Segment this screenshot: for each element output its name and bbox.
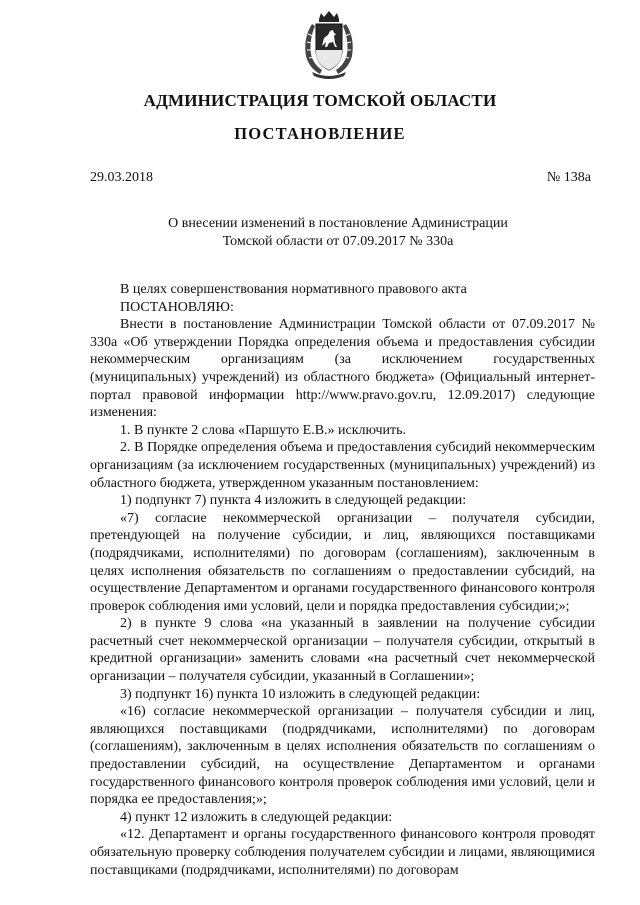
document-subject <box>0 215 640 251</box>
paragraph: 1) подпункт 7) пункта 4 изложить в следующей редакции: <box>120 493 467 509</box>
paragraph: «7) согласие некоммерческой организации – получателя субсидии, претендующей на получение субсидии, и лиц, являющихся поставщиками (подрядчиками, исполнителями) по договорам (соглашениям), заключенным в целях исполнения обязательств по соглашениям о предоставлении субсидий, на осуществление Департаментом и органами государственного финансового контроля проверок соблюдения ими условий, цели и порядка предоставления субсидии;»; <box>90 510 595 614</box>
paragraph: «16) согласие некоммерческой организации – получателя субсидии и лиц, являющихся поставщиками (подрядчиками, исполнителями) по договорам (соглашениям), заключенным в целях исполнения обязательств по соглашениям о предоставлении субсидий, на осуществление Департаментом и органами государственного финансового контроля проверок соблюдения ими условий, цели и порядка ее предоставления;»; <box>90 704 595 808</box>
paragraph: 2. В Порядке определения объема и предоставления субсидий некоммерческим организациям (за исключением государственных (муниципальных) учреждений) из областного бюджета, утвержденном указанным постановлением: <box>90 440 595 491</box>
organization-title: АДМИНИСТРАЦИЯ ТОМСКОЙ ОБЛАСТИ <box>143 91 497 110</box>
preamble: В целях совершенствования нормативного правового акта <box>120 282 467 297</box>
paragraph: Внести в постановление Администрации Томской области от 07.09.2017 № 330а «Об утверждении Порядка определения объема и предоставления субсидии некоммерческим организациям (за исключением государственных (муниципальных) учреждений) из областного бюджета» (Официальный интернет-портал правовой информации http://www.pravo.gov.ru, 12.09.2017) следующие изменения: <box>90 317 595 421</box>
resolve-heading: ПОСТАНОВЛЯЮ: <box>120 299 234 315</box>
document-type: ПОСТАНОВЛЕНИЕ <box>234 124 406 143</box>
document-number: № 138а <box>546 170 591 185</box>
subject-line: Томской области от 07.09.2017 № 330а <box>222 234 454 249</box>
document-body <box>90 281 595 879</box>
paragraph: 1. В пункте 2 слова «Паршуто Е.В.» исключить. <box>120 422 406 438</box>
paragraph: 2) в пункте 9 слова «на указанный в заявлении на получение субсидии расчетный счет некоммерческой организации – получателя субсидии, открытый в кредитной организации» заменить словами «на расчетный счет некоммерческой организации – получателя субсидии, указанный в Соглашении»; <box>90 616 595 685</box>
paragraph: 4) пункт 12 изложить в следующей редакции: <box>120 809 393 825</box>
paragraph: «12. Департамент и органы государственного финансового контроля проводят обязательную проверку соблюдения получателем субсидии и лицами, являющимися поставщиками (подрядчиками, исполнителями) по договорам <box>90 827 595 878</box>
coat-of-arms-icon <box>300 10 358 80</box>
document-date: 29.03.2018 <box>90 170 153 185</box>
paragraph: 3) подпункт 16) пункта 10 изложить в следующей редакции: <box>120 686 481 702</box>
subject-line: О внесении изменений в постановление Администрации <box>168 216 508 231</box>
